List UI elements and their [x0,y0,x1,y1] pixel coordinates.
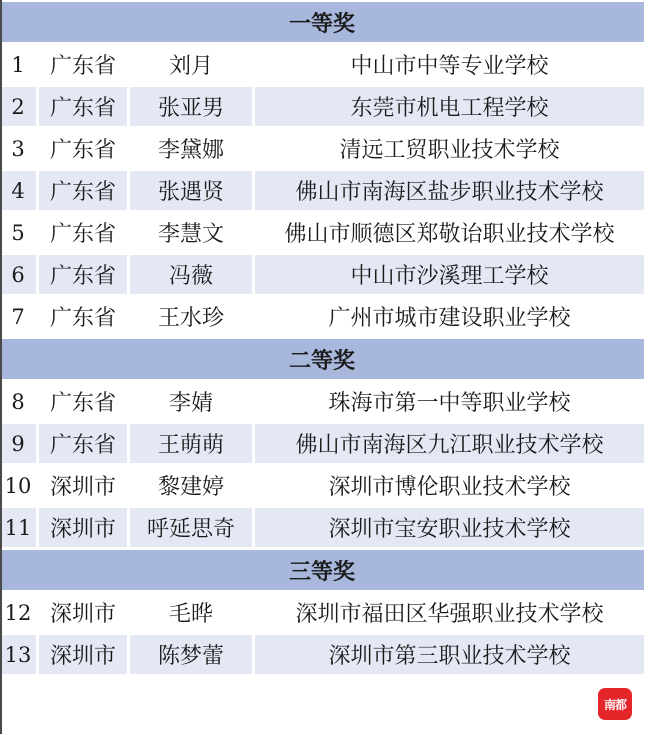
left-edge-line [0,0,2,734]
row-province: 广东省 [39,297,127,336]
row-school: 清远工贸职业技术学校 [255,129,644,168]
row-province: 深圳市 [39,508,127,547]
table-row [0,171,644,210]
row-name: 黎建婷 [130,466,252,505]
row-name: 张亚男 [130,87,252,126]
award-table-body [0,2,644,674]
table-row [0,297,644,336]
section-header [0,2,644,42]
row-name: 毛晔 [130,593,252,632]
row-name: 王水珍 [130,297,252,336]
row-number: 8 [0,382,36,421]
table-row [0,508,644,547]
nandu-logo: 南都 [598,688,632,720]
table-row [0,213,644,252]
row-number: 2 [0,87,36,126]
row-province: 广东省 [39,424,127,463]
section-header [0,339,644,379]
table-row [0,635,644,674]
table-row [0,593,644,632]
row-province: 广东省 [39,171,127,210]
table-row [0,87,644,126]
row-school: 东莞市机电工程学校 [255,87,644,126]
row-province: 广东省 [39,255,127,294]
row-province: 广东省 [39,87,127,126]
row-school: 珠海市第一中等职业学校 [255,382,644,421]
table-row [0,45,644,84]
row-school: 佛山市南海区九江职业技术学校 [255,424,644,463]
row-province: 广东省 [39,45,127,84]
row-number: 5 [0,213,36,252]
section-title: 二等奖 [0,339,644,379]
row-number: 9 [0,424,36,463]
row-number: 3 [0,129,36,168]
row-province: 深圳市 [39,466,127,505]
row-school: 佛山市顺德区郑敬诒职业技术学校 [255,213,644,252]
row-number: 12 [0,593,36,632]
row-name: 王萌萌 [130,424,252,463]
row-school: 深圳市第三职业技术学校 [255,635,644,674]
row-name: 李婧 [130,382,252,421]
table-row [0,424,644,463]
row-school: 中山市中等专业学校 [255,45,644,84]
row-province: 深圳市 [39,635,127,674]
section-header [0,550,644,590]
row-name: 呼延思奇 [130,508,252,547]
row-number: 13 [0,635,36,674]
row-name: 陈梦蕾 [130,635,252,674]
row-school: 广州市城市建设职业学校 [255,297,644,336]
row-school: 深圳市宝安职业技术学校 [255,508,644,547]
row-school: 中山市沙溪理工学校 [255,255,644,294]
row-province: 广东省 [39,213,127,252]
row-number: 1 [0,45,36,84]
table-row [0,466,644,505]
row-name: 刘月 [130,45,252,84]
row-province: 广东省 [39,382,127,421]
row-province: 深圳市 [39,593,127,632]
row-name: 李慧文 [130,213,252,252]
table-row [0,255,644,294]
row-name: 张遇贤 [130,171,252,210]
row-school: 深圳市博伦职业技术学校 [255,466,644,505]
section-title: 一等奖 [0,2,644,42]
row-province: 广东省 [39,129,127,168]
table-row [0,129,644,168]
row-school: 佛山市南海区盐步职业技术学校 [255,171,644,210]
row-number: 11 [0,508,36,547]
row-number: 6 [0,255,36,294]
row-name: 冯薇 [130,255,252,294]
table-row [0,382,644,421]
row-number: 10 [0,466,36,505]
section-title: 三等奖 [0,550,644,590]
row-name: 李黛娜 [130,129,252,168]
row-number: 7 [0,297,36,336]
row-school: 深圳市福田区华强职业技术学校 [255,593,644,632]
row-number: 4 [0,171,36,210]
